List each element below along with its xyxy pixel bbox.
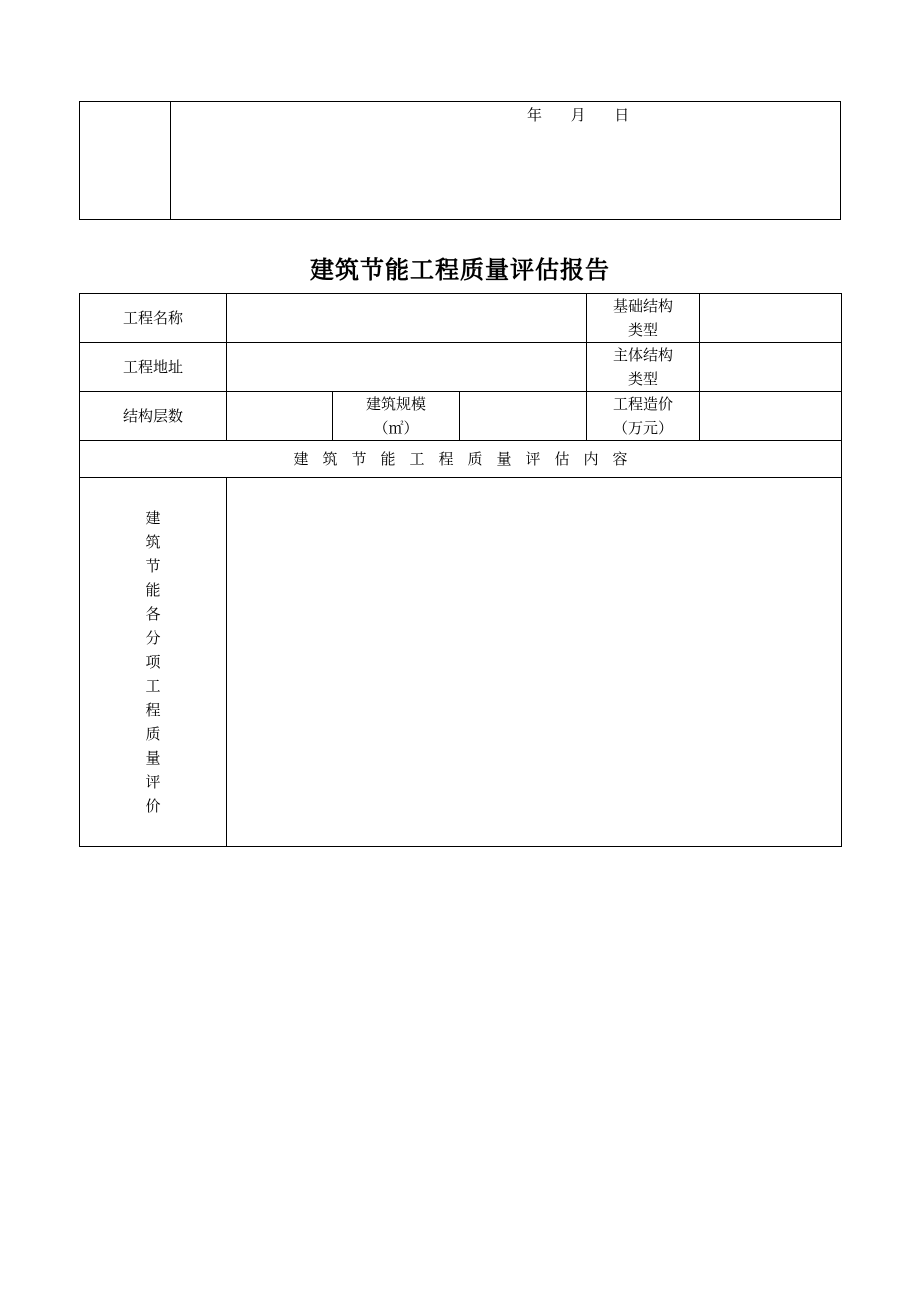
building-scale-label — [333, 392, 460, 441]
report-title: 建筑节能工程质量评估报告 — [310, 255, 610, 284]
content-heading: 建筑节能工程质量评估内容 — [80, 441, 842, 478]
evaluation-content-area[interactable] — [227, 478, 842, 847]
row-content-heading — [80, 441, 842, 478]
structure-floors-value[interactable] — [227, 392, 333, 441]
evaluation-label-char: 各 — [145, 605, 161, 623]
evaluation-label-char: 分 — [145, 629, 161, 647]
evaluation-label-char: 项 — [145, 653, 161, 671]
project-address-label: 工程地址 — [80, 343, 227, 392]
foundation-type-label — [587, 294, 700, 343]
date-day: 日 — [614, 106, 630, 124]
foundation-type-value[interactable] — [700, 294, 842, 343]
evaluation-label-char: 能 — [145, 581, 161, 599]
evaluation-label-char: 程 — [145, 701, 161, 719]
row-project-name — [80, 294, 842, 343]
row-project-address — [80, 343, 842, 392]
evaluation-vertical-label — [143, 506, 163, 818]
top-left-cell — [80, 102, 171, 220]
main-structure-value[interactable] — [700, 343, 842, 392]
evaluation-report-table — [79, 293, 842, 847]
foundation-type-label-line1: 基础结构 — [613, 297, 674, 315]
project-cost-value[interactable] — [700, 392, 842, 441]
evaluation-label-char: 工 — [145, 677, 161, 695]
main-structure-label — [587, 343, 700, 392]
project-cost-label — [587, 392, 700, 441]
project-cost-label-line1: 工程造价 — [613, 395, 674, 413]
project-address-value[interactable] — [227, 343, 587, 392]
date-line — [171, 102, 840, 127]
main-structure-label-line2: 类型 — [628, 370, 659, 388]
row-evaluation — [80, 478, 842, 847]
project-name-label: 工程名称 — [80, 294, 227, 343]
evaluation-label-char: 质 — [145, 725, 161, 743]
top-signature-table — [79, 101, 841, 220]
evaluation-label-char: 建 — [145, 509, 161, 527]
evaluation-label-cell — [80, 478, 227, 847]
structure-floors-label: 结构层数 — [80, 392, 227, 441]
date-cell[interactable] — [171, 102, 841, 220]
evaluation-label-char: 筑 — [145, 533, 161, 551]
row-structure-floors — [80, 392, 842, 441]
building-scale-label-line1: 建筑规模 — [365, 395, 426, 413]
project-name-value[interactable] — [227, 294, 587, 343]
evaluation-label-char: 价 — [145, 797, 161, 815]
project-cost-label-line2: （万元） — [613, 419, 674, 437]
foundation-type-label-line2: 类型 — [628, 321, 659, 339]
evaluation-label-char: 评 — [145, 773, 161, 791]
date-year: 年 — [527, 106, 543, 124]
main-structure-label-line1: 主体结构 — [613, 346, 674, 364]
building-scale-label-line2: （㎡） — [373, 419, 419, 437]
building-scale-value[interactable] — [460, 392, 587, 441]
evaluation-label-char: 量 — [145, 749, 161, 767]
evaluation-label-char: 节 — [145, 557, 161, 575]
date-month: 月 — [570, 106, 586, 124]
